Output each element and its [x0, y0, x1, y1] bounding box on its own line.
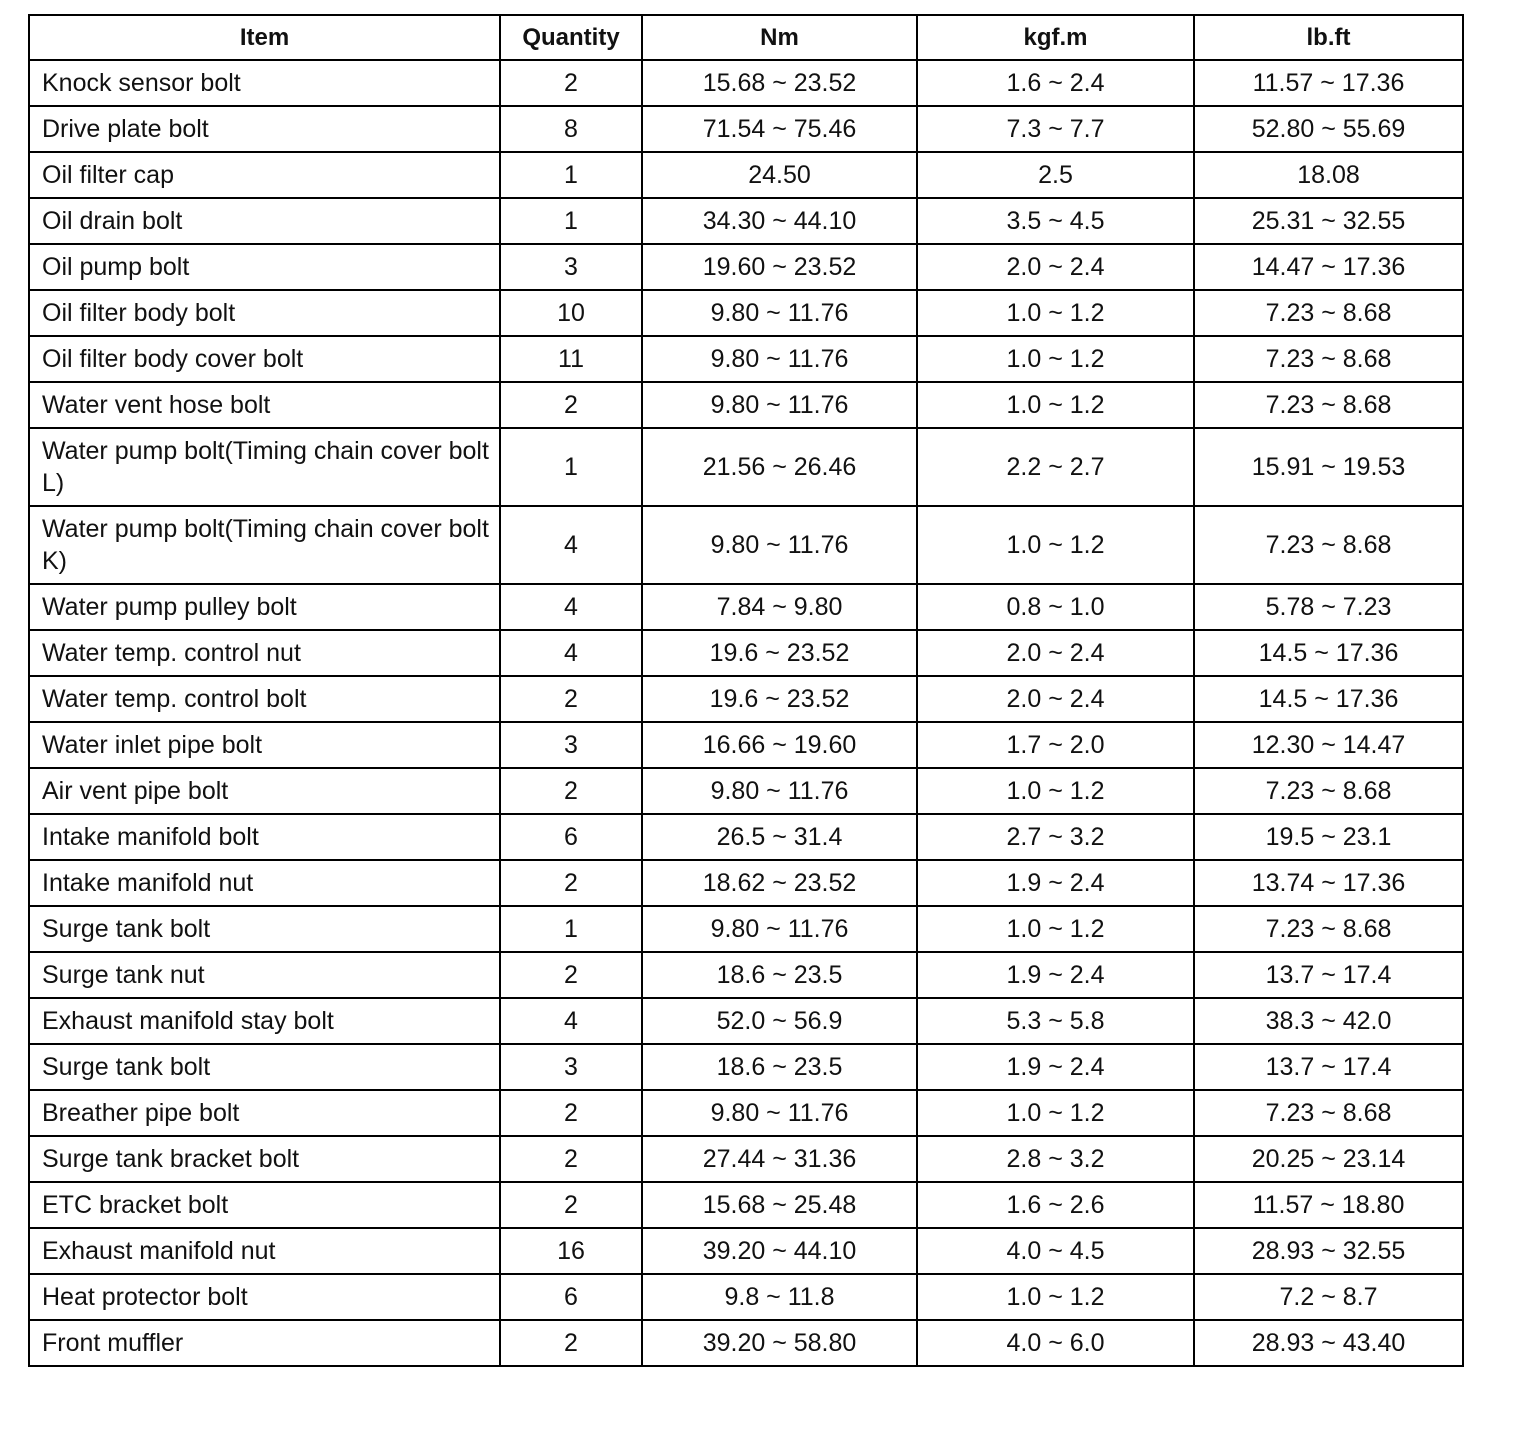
table-body	[29, 60, 1463, 1366]
kgfm-cell: 1.6 ~ 2.6	[917, 1182, 1194, 1228]
table-row	[29, 152, 1463, 198]
lbft-cell: 7.23 ~ 8.68	[1194, 768, 1463, 814]
nm-cell: 39.20 ~ 44.10	[642, 1228, 917, 1274]
nm-cell: 19.60 ~ 23.52	[642, 244, 917, 290]
quantity-cell: 2	[500, 1136, 642, 1182]
lbft-cell: 11.57 ~ 18.80	[1194, 1182, 1463, 1228]
lbft-cell: 18.08	[1194, 152, 1463, 198]
quantity-cell: 6	[500, 814, 642, 860]
kgfm-cell: 1.0 ~ 1.2	[917, 768, 1194, 814]
kgfm-cell: 3.5 ~ 4.5	[917, 198, 1194, 244]
quantity-cell: 3	[500, 722, 642, 768]
lbft-cell: 52.80 ~ 55.69	[1194, 106, 1463, 152]
kgfm-cell: 1.0 ~ 1.2	[917, 290, 1194, 336]
lbft-cell: 13.74 ~ 17.36	[1194, 860, 1463, 906]
lbft-cell: 15.91 ~ 19.53	[1194, 428, 1463, 506]
nm-cell: 52.0 ~ 56.9	[642, 998, 917, 1044]
kgfm-cell: 1.9 ~ 2.4	[917, 1044, 1194, 1090]
item-cell: Exhaust manifold stay bolt	[29, 998, 500, 1044]
kgfm-cell: 2.0 ~ 2.4	[917, 244, 1194, 290]
kgfm-cell: 1.6 ~ 2.4	[917, 60, 1194, 106]
item-cell: Intake manifold bolt	[29, 814, 500, 860]
kgfm-cell: 2.2 ~ 2.7	[917, 428, 1194, 506]
lbft-cell: 38.3 ~ 42.0	[1194, 998, 1463, 1044]
table-row	[29, 244, 1463, 290]
kgfm-cell: 1.9 ~ 2.4	[917, 860, 1194, 906]
table-row	[29, 906, 1463, 952]
lbft-cell: 7.23 ~ 8.68	[1194, 290, 1463, 336]
quantity-cell: 2	[500, 676, 642, 722]
quantity-cell: 16	[500, 1228, 642, 1274]
item-cell: Surge tank bolt	[29, 906, 500, 952]
quantity-cell: 8	[500, 106, 642, 152]
kgfm-cell: 1.7 ~ 2.0	[917, 722, 1194, 768]
item-cell: Water pump pulley bolt	[29, 584, 500, 630]
table-row	[29, 630, 1463, 676]
table-row	[29, 584, 1463, 630]
lbft-cell: 19.5 ~ 23.1	[1194, 814, 1463, 860]
item-cell: Exhaust manifold nut	[29, 1228, 500, 1274]
lbft-cell: 12.30 ~ 14.47	[1194, 722, 1463, 768]
item-cell: Water temp. control nut	[29, 630, 500, 676]
nm-cell: 24.50	[642, 152, 917, 198]
nm-cell: 9.80 ~ 11.76	[642, 336, 917, 382]
lbft-cell: 25.31 ~ 32.55	[1194, 198, 1463, 244]
quantity-cell: 2	[500, 952, 642, 998]
quantity-cell: 4	[500, 630, 642, 676]
lbft-cell: 7.23 ~ 8.68	[1194, 1090, 1463, 1136]
kgfm-cell: 4.0 ~ 4.5	[917, 1228, 1194, 1274]
nm-cell: 26.5 ~ 31.4	[642, 814, 917, 860]
table-row	[29, 382, 1463, 428]
item-cell: Water pump bolt(Timing chain cover bolt L)	[29, 428, 500, 506]
quantity-cell: 3	[500, 244, 642, 290]
quantity-cell: 2	[500, 1090, 642, 1136]
item-cell: Water inlet pipe bolt	[29, 722, 500, 768]
table-row	[29, 814, 1463, 860]
table-row	[29, 952, 1463, 998]
item-cell: Water vent hose bolt	[29, 382, 500, 428]
kgfm-cell: 2.0 ~ 2.4	[917, 630, 1194, 676]
quantity-cell: 4	[500, 584, 642, 630]
item-cell: Surge tank bracket bolt	[29, 1136, 500, 1182]
kgfm-cell: 1.0 ~ 1.2	[917, 906, 1194, 952]
nm-cell: 18.6 ~ 23.5	[642, 952, 917, 998]
nm-cell: 9.80 ~ 11.76	[642, 506, 917, 584]
lbft-cell: 28.93 ~ 32.55	[1194, 1228, 1463, 1274]
item-cell: Surge tank bolt	[29, 1044, 500, 1090]
quantity-cell: 2	[500, 1320, 642, 1366]
lbft-cell: 13.7 ~ 17.4	[1194, 952, 1463, 998]
kgfm-cell: 1.0 ~ 1.2	[917, 506, 1194, 584]
item-cell: ETC bracket bolt	[29, 1182, 500, 1228]
item-cell: Oil filter cap	[29, 152, 500, 198]
header-lbft: lb.ft	[1194, 15, 1463, 60]
table-row	[29, 998, 1463, 1044]
nm-cell: 19.6 ~ 23.52	[642, 676, 917, 722]
quantity-cell: 6	[500, 1274, 642, 1320]
table-row	[29, 1320, 1463, 1366]
nm-cell: 9.80 ~ 11.76	[642, 382, 917, 428]
nm-cell: 9.80 ~ 11.76	[642, 1090, 917, 1136]
quantity-cell: 2	[500, 860, 642, 906]
nm-cell: 34.30 ~ 44.10	[642, 198, 917, 244]
quantity-cell: 1	[500, 428, 642, 506]
quantity-cell: 2	[500, 60, 642, 106]
table-row	[29, 768, 1463, 814]
kgfm-cell: 1.0 ~ 1.2	[917, 336, 1194, 382]
item-cell: Oil drain bolt	[29, 198, 500, 244]
quantity-cell: 10	[500, 290, 642, 336]
kgfm-cell: 2.0 ~ 2.4	[917, 676, 1194, 722]
table-row	[29, 506, 1463, 584]
item-cell: Drive plate bolt	[29, 106, 500, 152]
torque-spec-table	[28, 14, 1464, 1367]
nm-cell: 16.66 ~ 19.60	[642, 722, 917, 768]
table-row	[29, 198, 1463, 244]
kgfm-cell: 5.3 ~ 5.8	[917, 998, 1194, 1044]
item-cell: Water temp. control bolt	[29, 676, 500, 722]
table-row	[29, 106, 1463, 152]
table-row	[29, 1044, 1463, 1090]
lbft-cell: 20.25 ~ 23.14	[1194, 1136, 1463, 1182]
kgfm-cell: 7.3 ~ 7.7	[917, 106, 1194, 152]
header-item: Item	[29, 15, 500, 60]
table-header	[29, 15, 1463, 60]
quantity-cell: 2	[500, 1182, 642, 1228]
lbft-cell: 7.2 ~ 8.7	[1194, 1274, 1463, 1320]
nm-cell: 71.54 ~ 75.46	[642, 106, 917, 152]
header-kgfm: kgf.m	[917, 15, 1194, 60]
table-row	[29, 1274, 1463, 1320]
kgfm-cell: 1.0 ~ 1.2	[917, 382, 1194, 428]
quantity-cell: 3	[500, 1044, 642, 1090]
nm-cell: 19.6 ~ 23.52	[642, 630, 917, 676]
lbft-cell: 7.23 ~ 8.68	[1194, 506, 1463, 584]
table-row	[29, 60, 1463, 106]
lbft-cell: 7.23 ~ 8.68	[1194, 382, 1463, 428]
table-row	[29, 860, 1463, 906]
table-row	[29, 1228, 1463, 1274]
nm-cell: 27.44 ~ 31.36	[642, 1136, 917, 1182]
nm-cell: 7.84 ~ 9.80	[642, 584, 917, 630]
lbft-cell: 13.7 ~ 17.4	[1194, 1044, 1463, 1090]
nm-cell: 18.62 ~ 23.52	[642, 860, 917, 906]
nm-cell: 18.6 ~ 23.5	[642, 1044, 917, 1090]
item-cell: Water pump bolt(Timing chain cover bolt K)	[29, 506, 500, 584]
nm-cell: 15.68 ~ 25.48	[642, 1182, 917, 1228]
item-cell: Front muffler	[29, 1320, 500, 1366]
item-cell: Heat protector bolt	[29, 1274, 500, 1320]
nm-cell: 9.80 ~ 11.76	[642, 290, 917, 336]
table-row	[29, 1090, 1463, 1136]
table-row	[29, 428, 1463, 506]
header-row	[29, 15, 1463, 60]
kgfm-cell: 2.7 ~ 3.2	[917, 814, 1194, 860]
item-cell: Air vent pipe bolt	[29, 768, 500, 814]
quantity-cell: 4	[500, 998, 642, 1044]
header-quantity: Quantity	[500, 15, 642, 60]
item-cell: Oil filter body cover bolt	[29, 336, 500, 382]
kgfm-cell: 1.0 ~ 1.2	[917, 1274, 1194, 1320]
lbft-cell: 11.57 ~ 17.36	[1194, 60, 1463, 106]
lbft-cell: 14.47 ~ 17.36	[1194, 244, 1463, 290]
table-row	[29, 336, 1463, 382]
item-cell: Oil pump bolt	[29, 244, 500, 290]
kgfm-cell: 2.5	[917, 152, 1194, 198]
kgfm-cell: 1.9 ~ 2.4	[917, 952, 1194, 998]
quantity-cell: 1	[500, 152, 642, 198]
kgfm-cell: 2.8 ~ 3.2	[917, 1136, 1194, 1182]
nm-cell: 39.20 ~ 58.80	[642, 1320, 917, 1366]
nm-cell: 9.80 ~ 11.76	[642, 768, 917, 814]
table-row	[29, 1136, 1463, 1182]
nm-cell: 9.80 ~ 11.76	[642, 906, 917, 952]
lbft-cell: 28.93 ~ 43.40	[1194, 1320, 1463, 1366]
table-row	[29, 722, 1463, 768]
nm-cell: 9.8 ~ 11.8	[642, 1274, 917, 1320]
lbft-cell: 7.23 ~ 8.68	[1194, 336, 1463, 382]
item-cell: Intake manifold nut	[29, 860, 500, 906]
nm-cell: 21.56 ~ 26.46	[642, 428, 917, 506]
lbft-cell: 5.78 ~ 7.23	[1194, 584, 1463, 630]
nm-cell: 15.68 ~ 23.52	[642, 60, 917, 106]
header-nm: Nm	[642, 15, 917, 60]
item-cell: Surge tank nut	[29, 952, 500, 998]
item-cell: Oil filter body bolt	[29, 290, 500, 336]
kgfm-cell: 1.0 ~ 1.2	[917, 1090, 1194, 1136]
quantity-cell: 2	[500, 768, 642, 814]
table-row	[29, 290, 1463, 336]
kgfm-cell: 4.0 ~ 6.0	[917, 1320, 1194, 1366]
kgfm-cell: 0.8 ~ 1.0	[917, 584, 1194, 630]
item-cell: Knock sensor bolt	[29, 60, 500, 106]
quantity-cell: 4	[500, 506, 642, 584]
lbft-cell: 14.5 ~ 17.36	[1194, 676, 1463, 722]
lbft-cell: 7.23 ~ 8.68	[1194, 906, 1463, 952]
quantity-cell: 2	[500, 382, 642, 428]
table-row	[29, 676, 1463, 722]
table-row	[29, 1182, 1463, 1228]
item-cell: Breather pipe bolt	[29, 1090, 500, 1136]
quantity-cell: 1	[500, 198, 642, 244]
lbft-cell: 14.5 ~ 17.36	[1194, 630, 1463, 676]
quantity-cell: 11	[500, 336, 642, 382]
quantity-cell: 1	[500, 906, 642, 952]
